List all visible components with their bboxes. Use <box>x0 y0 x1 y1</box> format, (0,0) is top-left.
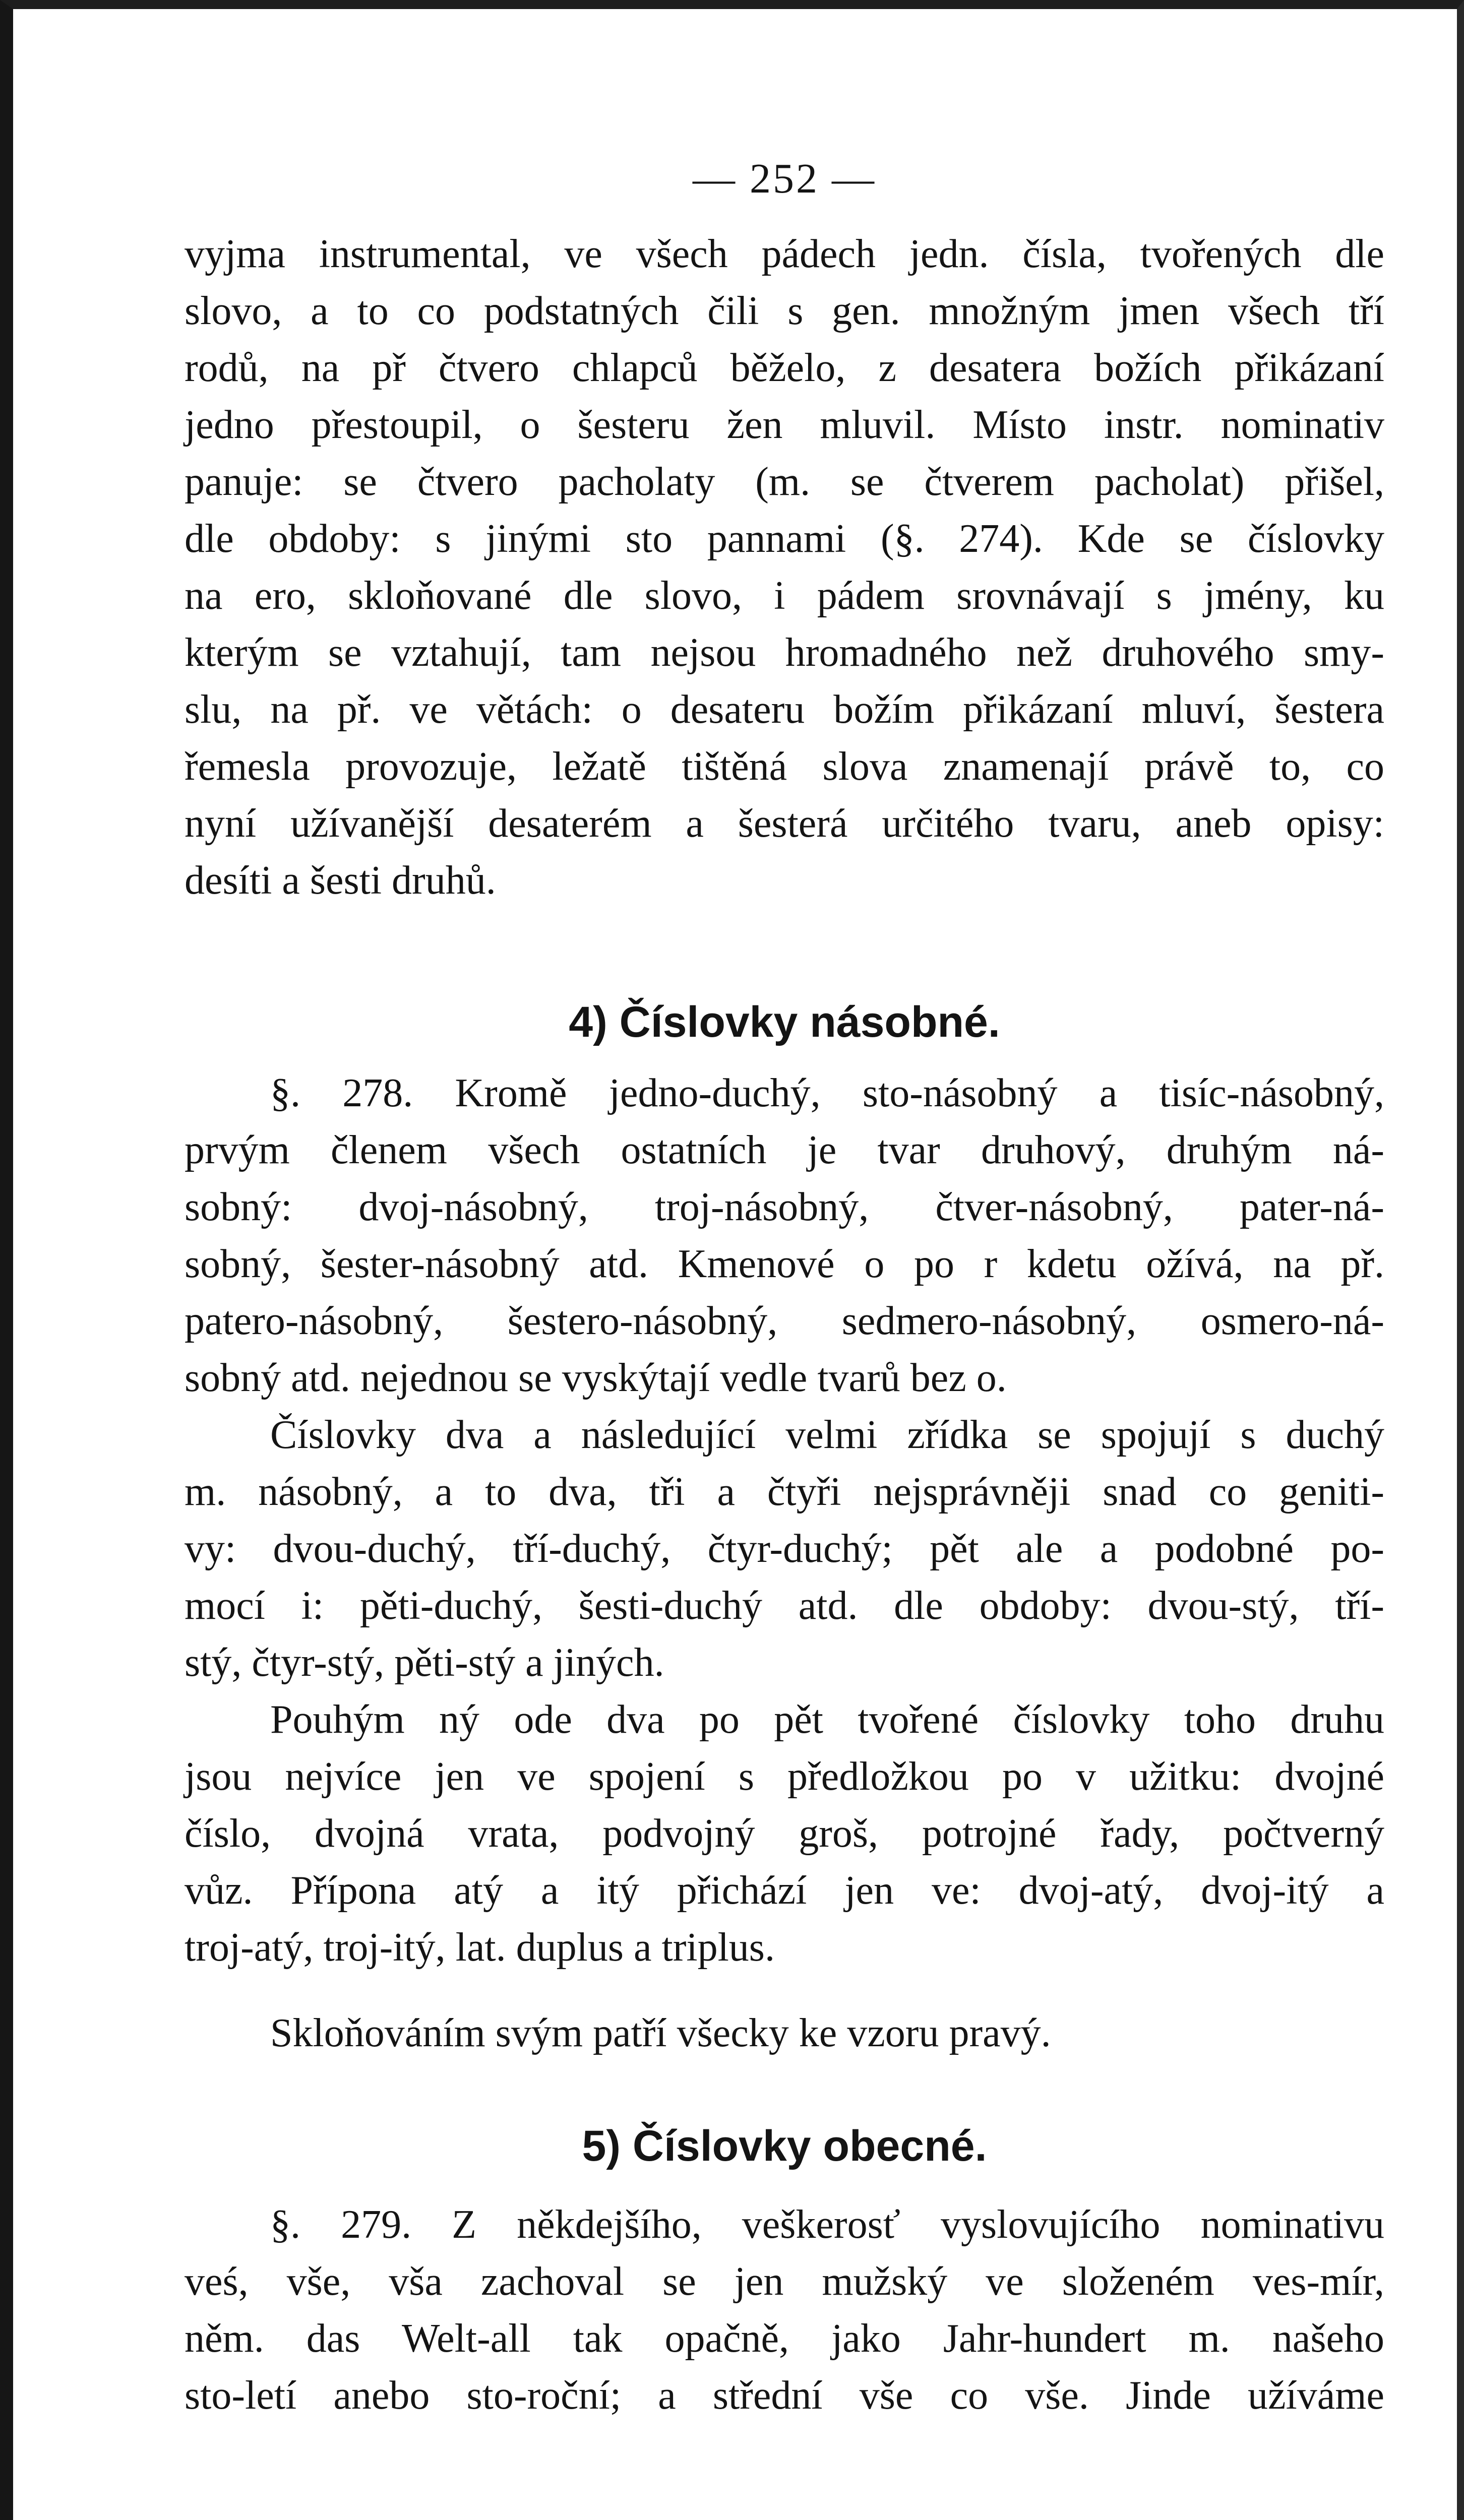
paragraph-cislovky-dva <box>185 1407 1384 1691</box>
text-line: vůz. Přípona atý a itý přichází jen ve: dvoj-atý, dvoj-itý a <box>185 1868 1384 1913</box>
page-number: — 252 — <box>693 155 876 202</box>
text-line: patero-násobný, šestero-násobný, sedmero-násobný, osmero-ná- <box>185 1299 1384 1343</box>
paragraph-sklonovanim <box>185 2005 1384 2062</box>
text-line: jsou nejvíce jen ve spojení s předložkou po v užitku: dvojné <box>185 1754 1384 1799</box>
text-line: desíti a šesti druhů. <box>185 858 496 903</box>
text-line: veś, vše, vša zachoval se jen mužský ve složeném ves-mír, <box>185 2259 1384 2304</box>
text-line: rodů, na př čtvero chlapců běželo, z desatera božích přikázaní <box>185 346 1384 390</box>
paragraph-pouhym <box>185 1691 1384 1976</box>
text-line: něm. das Welt-all tak opačně, jako Jahr-hundert m. našeho <box>185 2316 1384 2361</box>
text-line: troj-atý, troj-itý, lat. duplus a triplus. <box>185 1925 775 1970</box>
text-line: číslo, dvojná vrata, podvojný groš, potrojné řady, počtverný <box>185 1811 1384 1856</box>
text-line: dle obdoby: s jinými sto pannami (§. 274). Kde se číslovky <box>185 517 1384 561</box>
text-line: vyjma instrumental, ve všech pádech jedn. čísla, tvořených dle <box>185 232 1384 276</box>
text-line: slu, na př. ve větách: o desateru božím přikázaní mluví, šestera <box>185 687 1384 732</box>
text-line: Pouhým ný ode dva po pět tvořené číslovky toho druhu <box>270 1697 1384 1742</box>
text-line: Skloňováním svým patří všecky ke vzoru pravý. <box>270 2011 1051 2055</box>
section-heading-4: 4) Číslovky násobné. <box>569 998 1000 1046</box>
text-line: jedno přestoupil, o šesteru žen mluvil. Místo instr. nominativ <box>185 403 1384 447</box>
text-line: na ero, skloňované dle slovo, i pádem srovnávají s jmény, ku <box>185 574 1384 618</box>
text-line: slovo, a to co podstatných čili s gen. množným jmen všech tří <box>185 289 1384 333</box>
text-line: m. násobný, a to dva, tři a čtyři nejsprávněji snad co geniti- <box>185 1470 1384 1514</box>
text-line: sobný atd. nejednou se vyskýtají vedle tvarů bez o. <box>185 1356 1007 1400</box>
text-line: Číslovky dva a následující velmi zřídka se spojují s duchý <box>270 1413 1384 1457</box>
text-line: nyní užívanější desaterém a šesterá určitého tvaru, aneb opisy: <box>185 801 1384 846</box>
paragraph-278 <box>185 1065 1384 1407</box>
text-line: řemesla provozuje, ležatě tištěná slova znamenají právě to, co <box>185 744 1384 789</box>
text-line: stý, čtyr-stý, pěti-stý a jiných. <box>185 1641 664 1685</box>
text-line: sto-letí anebo sto-roční; a střední vše co vše. Jinde užíváme <box>185 2373 1384 2418</box>
text-line: §. 279. Z někdejšího, veškerosť vyslovujícího nominativu <box>270 2202 1384 2247</box>
text-line: prvým členem všech ostatních je tvar druhový, druhým ná- <box>185 1128 1384 1172</box>
section-heading-5: 5) Číslovky obecné. <box>582 2122 987 2170</box>
text-line: mocí i: pěti-duchý, šesti-duchý atd. dle obdoby: dvou-stý, tří- <box>185 1584 1384 1628</box>
text-line: panuje: se čtvero pacholaty (m. se čtverem pacholat) přišel, <box>185 460 1384 504</box>
text-line: vy: dvou-duchý, tří-duchý, čtyr-duchý; pět ale a podobné po- <box>185 1527 1384 1571</box>
text-line: kterým se vztahují, tam nejsou hromadného než druhového smy- <box>185 631 1384 675</box>
text-line: sobný, šester-násobný atd. Kmenové o po r kdetu ožívá, na př. <box>185 1242 1384 1286</box>
text-line: sobný: dvoj-násobný, troj-násobný, čtver-násobný, pater-ná- <box>185 1185 1384 1229</box>
paragraph-279 <box>185 2196 1384 2424</box>
paragraph-1 <box>185 226 1384 909</box>
text-line: §. 278. Kromě jedno-duchý, sto-násobný a tisíc-násobný, <box>270 1071 1384 1115</box>
